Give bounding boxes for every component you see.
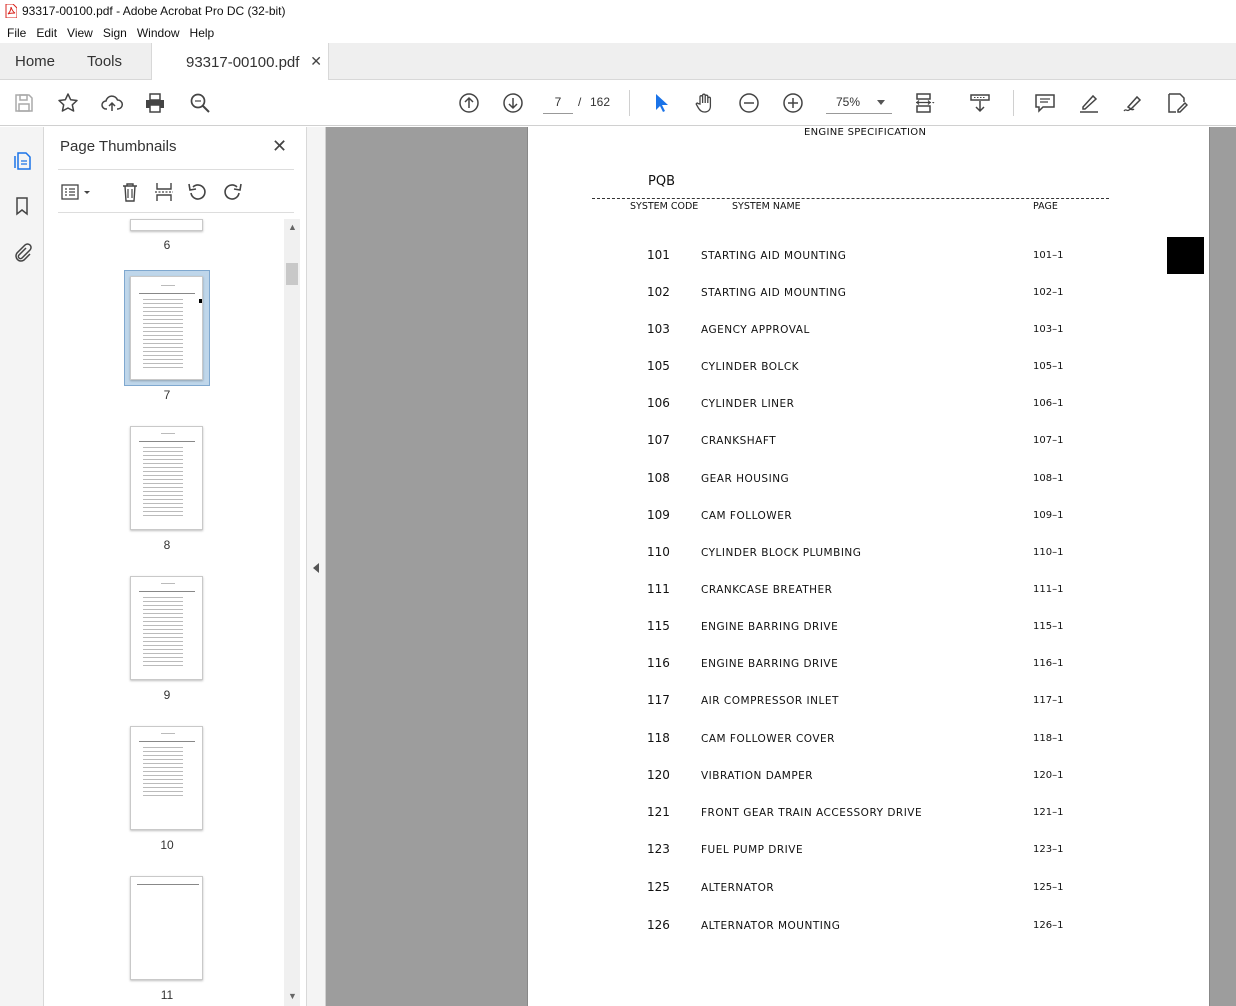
table-row — [528, 918, 1211, 938]
page-reference: 101–1 — [1033, 250, 1064, 261]
system-code: 117 — [647, 693, 670, 707]
close-icon[interactable]: ✕ — [272, 136, 288, 156]
column-system-code: SYSTEM CODE — [630, 201, 699, 212]
tab-document-label: 93317-00100.pdf — [186, 53, 300, 71]
print-icon[interactable] — [143, 91, 167, 115]
menu-file[interactable]: File — [7, 25, 27, 40]
tab-home[interactable]: Home — [15, 53, 56, 70]
system-code: 111 — [647, 582, 670, 596]
edit-pdf-icon[interactable] — [1165, 91, 1189, 115]
table-row — [528, 619, 1211, 639]
toolbar-divider — [629, 90, 630, 116]
system-code: 108 — [647, 471, 670, 485]
table-row — [528, 768, 1211, 788]
system-code: 102 — [647, 285, 670, 299]
system-name: AGENCY APPROVAL — [701, 324, 810, 336]
system-name: STARTING AID MOUNTING — [701, 287, 847, 299]
page-fit-icon[interactable] — [913, 91, 937, 115]
system-name: CRANKCASE BREATHER — [701, 584, 833, 596]
sign-pen-icon[interactable] — [1121, 91, 1145, 115]
hand-tool-icon[interactable] — [693, 91, 717, 115]
system-name: FUEL PUMP DRIVE — [701, 844, 804, 856]
system-name: CYLINDER BLOCK PLUMBING — [701, 547, 862, 559]
column-page: PAGE — [1033, 201, 1058, 212]
select-cursor-icon[interactable] — [649, 91, 673, 115]
page-thumbnails-icon[interactable] — [10, 148, 34, 172]
table-row — [528, 322, 1211, 342]
page-reference: 103–1 — [1033, 324, 1064, 335]
thumbnail-page-number: 7 — [163, 388, 171, 402]
page-reference: 102–1 — [1033, 287, 1064, 298]
acrobat-pdf-icon — [5, 4, 17, 18]
table-row — [528, 693, 1211, 713]
panel-title: Page Thumbnails — [60, 138, 177, 155]
next-page-icon[interactable] — [501, 91, 525, 115]
system-code: 115 — [647, 619, 670, 633]
system-name: AIR COMPRESSOR INLET — [701, 695, 839, 707]
search-icon[interactable] — [188, 91, 212, 115]
thumbnail-page-number: 8 — [163, 538, 171, 552]
system-name: STARTING AID MOUNTING — [701, 250, 847, 262]
system-code: 123 — [647, 842, 670, 856]
table-row — [528, 731, 1211, 751]
chevron-down-icon[interactable] — [877, 100, 885, 105]
menu-view[interactable]: View — [67, 25, 93, 40]
document-view[interactable] — [326, 127, 1236, 1006]
page-reference: 106–1 — [1033, 398, 1064, 409]
system-code: 118 — [647, 731, 670, 745]
menu-edit[interactable]: Edit — [36, 25, 58, 40]
system-name: GEAR HOUSING — [701, 473, 790, 485]
system-code: 120 — [647, 768, 670, 782]
system-name: CAM FOLLOWER — [701, 510, 793, 522]
table-row — [528, 805, 1211, 825]
black-marker — [1167, 237, 1204, 274]
page-number-input[interactable]: 7 — [543, 90, 573, 114]
table-row — [528, 508, 1211, 528]
system-code: 106 — [647, 396, 670, 410]
system-code: 116 — [647, 656, 670, 670]
system-code: 121 — [647, 805, 670, 819]
window-title: 93317-00100.pdf - Adobe Acrobat Pro DC (32-bit) — [22, 4, 286, 18]
document-header: ENGINE SPECIFICATION — [804, 127, 927, 138]
scroll-up-icon[interactable]: ▲ — [288, 222, 297, 232]
table-row — [528, 880, 1211, 900]
page-reference: 105–1 — [1033, 361, 1064, 372]
page-reference: 117–1 — [1033, 695, 1064, 706]
system-name: VIBRATION DAMPER — [701, 770, 814, 782]
save-icon[interactable] — [12, 91, 36, 115]
page-thumbnail-6[interactable] — [130, 219, 203, 231]
menu-sign[interactable]: Sign — [102, 25, 127, 40]
system-code: 107 — [647, 433, 670, 447]
page-reference: 107–1 — [1033, 435, 1064, 446]
rotate-left-icon[interactable] — [186, 180, 210, 204]
menu-help[interactable]: Help — [189, 25, 215, 40]
page-reference: 115–1 — [1033, 621, 1064, 632]
tab-document[interactable] — [151, 43, 329, 81]
table-row — [528, 582, 1211, 602]
delete-page-icon[interactable] — [118, 180, 142, 204]
header-rule — [592, 198, 1109, 199]
page-thumbnail-8[interactable] — [130, 426, 203, 530]
scroll-mode-icon[interactable] — [968, 91, 992, 115]
insert-page-icon[interactable] — [152, 180, 176, 204]
zoom-out-icon[interactable] — [737, 91, 761, 115]
table-row — [528, 842, 1211, 862]
page-reference: 110–1 — [1033, 547, 1064, 558]
system-name: ALTERNATOR — [701, 882, 775, 894]
thumbnail-page-number: 10 — [160, 838, 174, 852]
page-thumbnail-9[interactable] — [130, 576, 203, 680]
title-bar — [0, 0, 1236, 22]
system-name: ALTERNATOR MOUNTING — [701, 920, 841, 932]
cloud-upload-icon[interactable] — [100, 91, 124, 115]
system-code: 110 — [647, 545, 670, 559]
system-name: ENGINE BARRING DRIVE — [701, 658, 839, 670]
page-reference: 121–1 — [1033, 807, 1064, 818]
system-name: CYLINDER LINER — [701, 398, 795, 410]
bookmark-icon[interactable] — [10, 194, 34, 218]
page-thumbnail-10[interactable] — [130, 726, 203, 830]
table-row — [528, 545, 1211, 565]
previous-page-icon[interactable] — [457, 91, 481, 115]
page-reference: 116–1 — [1033, 658, 1064, 669]
table-row — [528, 285, 1211, 305]
scroll-down-icon[interactable]: ▼ — [288, 991, 297, 1001]
page-reference: 123–1 — [1033, 844, 1064, 855]
thumbnail-page-number: 11 — [160, 988, 174, 1002]
column-system-name: SYSTEM NAME — [732, 201, 801, 212]
page-reference: 126–1 — [1033, 920, 1064, 931]
attachment-icon[interactable] — [10, 240, 34, 264]
navigation-rail — [0, 127, 44, 1006]
thumbnail-page-number: 6 — [163, 238, 171, 252]
collapse-left-icon[interactable] — [313, 563, 319, 573]
tab-tools[interactable]: Tools — [87, 53, 123, 70]
document-code: PQB — [648, 174, 675, 189]
rotate-right-icon[interactable] — [220, 180, 244, 204]
menu-window[interactable]: Window — [136, 25, 180, 40]
page-reference: 109–1 — [1033, 510, 1064, 521]
page-reference: 108–1 — [1033, 473, 1064, 484]
toolbar-divider — [1013, 90, 1014, 116]
page-separator: / — [578, 95, 582, 109]
table-row — [528, 248, 1211, 268]
system-name: CRANKSHAFT — [701, 435, 777, 447]
page-reference: 111–1 — [1033, 584, 1064, 595]
thumbnail-page-number: 9 — [163, 688, 171, 702]
table-row — [528, 359, 1211, 379]
options-menu-icon[interactable] — [60, 180, 94, 204]
page-thumbnail-11[interactable] — [130, 876, 203, 980]
system-name: ENGINE BARRING DRIVE — [701, 621, 839, 633]
table-row — [528, 656, 1211, 676]
table-row — [528, 433, 1211, 453]
system-code: 101 — [647, 248, 670, 262]
star-icon[interactable] — [56, 91, 80, 115]
highlight-pen-icon[interactable] — [1077, 91, 1101, 115]
system-name: CAM FOLLOWER COVER — [701, 733, 835, 745]
tab-bar — [0, 43, 1236, 80]
main-toolbar — [0, 80, 1236, 126]
system-name: CYLINDER BOLCK — [701, 361, 800, 373]
system-code: 105 — [647, 359, 670, 373]
page-total: 162 — [590, 95, 611, 109]
page-thumbnail-7[interactable] — [130, 276, 203, 380]
system-code: 125 — [647, 880, 670, 894]
page-reference: 120–1 — [1033, 770, 1064, 781]
page-thumbnails-panel — [44, 127, 307, 1006]
table-row — [528, 471, 1211, 491]
thumbnail-toolbar — [58, 169, 294, 213]
zoom-level-select[interactable]: 75% — [826, 90, 892, 114]
system-name: FRONT GEAR TRAIN ACCESSORY DRIVE — [701, 807, 923, 819]
thumbnail-scrollbar[interactable] — [284, 219, 300, 1006]
page-reference: 118–1 — [1033, 733, 1064, 744]
menu-bar — [0, 22, 1236, 43]
system-code: 103 — [647, 322, 670, 336]
system-code: 109 — [647, 508, 670, 522]
table-row — [528, 396, 1211, 416]
comment-icon[interactable] — [1033, 91, 1057, 115]
close-tab-icon[interactable]: ✕ — [310, 53, 322, 69]
page-reference: 125–1 — [1033, 882, 1064, 893]
pdf-page — [527, 127, 1210, 1006]
system-code: 126 — [647, 918, 670, 932]
panel-collapse-handle[interactable] — [307, 127, 326, 1006]
scrollbar-thumb[interactable] — [286, 263, 298, 285]
zoom-in-icon[interactable] — [781, 91, 805, 115]
